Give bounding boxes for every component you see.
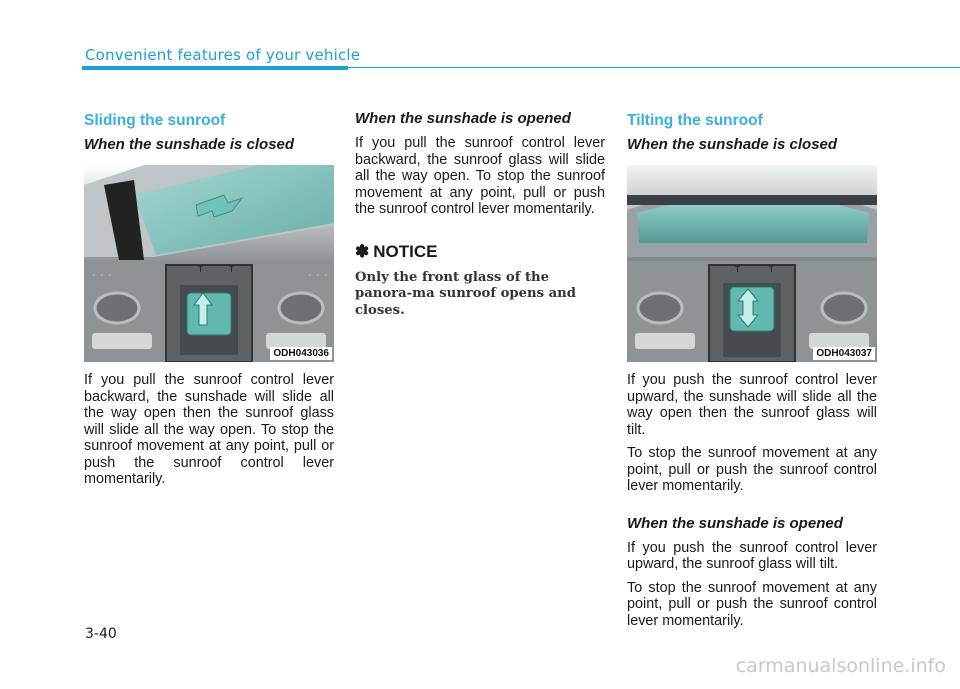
subtitle-shade-opened: When the sunshade is opened xyxy=(627,514,843,532)
left-column xyxy=(84,100,334,495)
paragraph: If you push the sunroof control lever upward, the sunshade will slide all the way open then the sunroof glass will tilt. xyxy=(627,372,877,438)
svg-text:T: T xyxy=(198,265,203,274)
figure-sliding-sunroof xyxy=(84,165,334,362)
figure-illustration xyxy=(84,165,334,362)
notice-heading xyxy=(355,242,605,262)
notice-star-icon: ✽ xyxy=(355,241,370,261)
figure-code: ODH043037 xyxy=(813,347,875,360)
section-title-sliding: Sliding the sunroof xyxy=(84,112,226,129)
header-rule-thin xyxy=(348,67,960,68)
svg-text:T: T xyxy=(769,265,774,274)
paragraph: If you pull the sunroof control lever backward, the sunshade will slide all the way open then the sunroof glass will slide all the way open. To stop the sunroof movement at any point, pull or push the sunroof control lever momentarily. xyxy=(84,372,334,487)
notice-text: Only the front glass of the panora-ma sunroof opens and closes. xyxy=(355,269,576,318)
figure-code: ODH043036 xyxy=(270,347,332,360)
paragraph: To stop the sunroof movement at any point, pull or push the sunroof control lever momentarily. xyxy=(627,445,877,494)
paragraph: If you push the sunroof control lever upward, the sunroof glass will tilt. xyxy=(627,539,877,572)
page-number: 3-40 xyxy=(85,626,117,642)
middle-column xyxy=(355,100,605,319)
subtitle-shade-closed: When the sunshade is closed xyxy=(627,136,838,153)
section-title-tilting: Tilting the sunroof xyxy=(627,112,763,129)
header-rule-thick xyxy=(82,66,348,70)
figure-illustration xyxy=(627,165,877,362)
paragraph: If you pull the sunroof control lever backward, the sunroof glass will slide all the way open. To stop the sunroof movement at any point, pull or push the sunroof control lever momentarily. xyxy=(355,135,605,217)
subtitle-shade-opened: When the sunshade is opened xyxy=(355,110,571,127)
svg-text:T: T xyxy=(229,265,234,274)
watermark: carmanualsonline.info xyxy=(735,655,946,677)
paragraph: To stop the sunroof movement at any point, pull or push the sunroof control lever momentarily. xyxy=(627,579,877,629)
section-header-title: Convenient features of your vehicle xyxy=(85,46,361,64)
subtitle-shade-closed: When the sunshade is closed xyxy=(84,136,295,153)
notice-label: NOTICE xyxy=(373,241,438,261)
right-column xyxy=(627,100,877,636)
figure-tilting-sunroof xyxy=(627,165,877,362)
svg-text:T: T xyxy=(735,265,740,274)
